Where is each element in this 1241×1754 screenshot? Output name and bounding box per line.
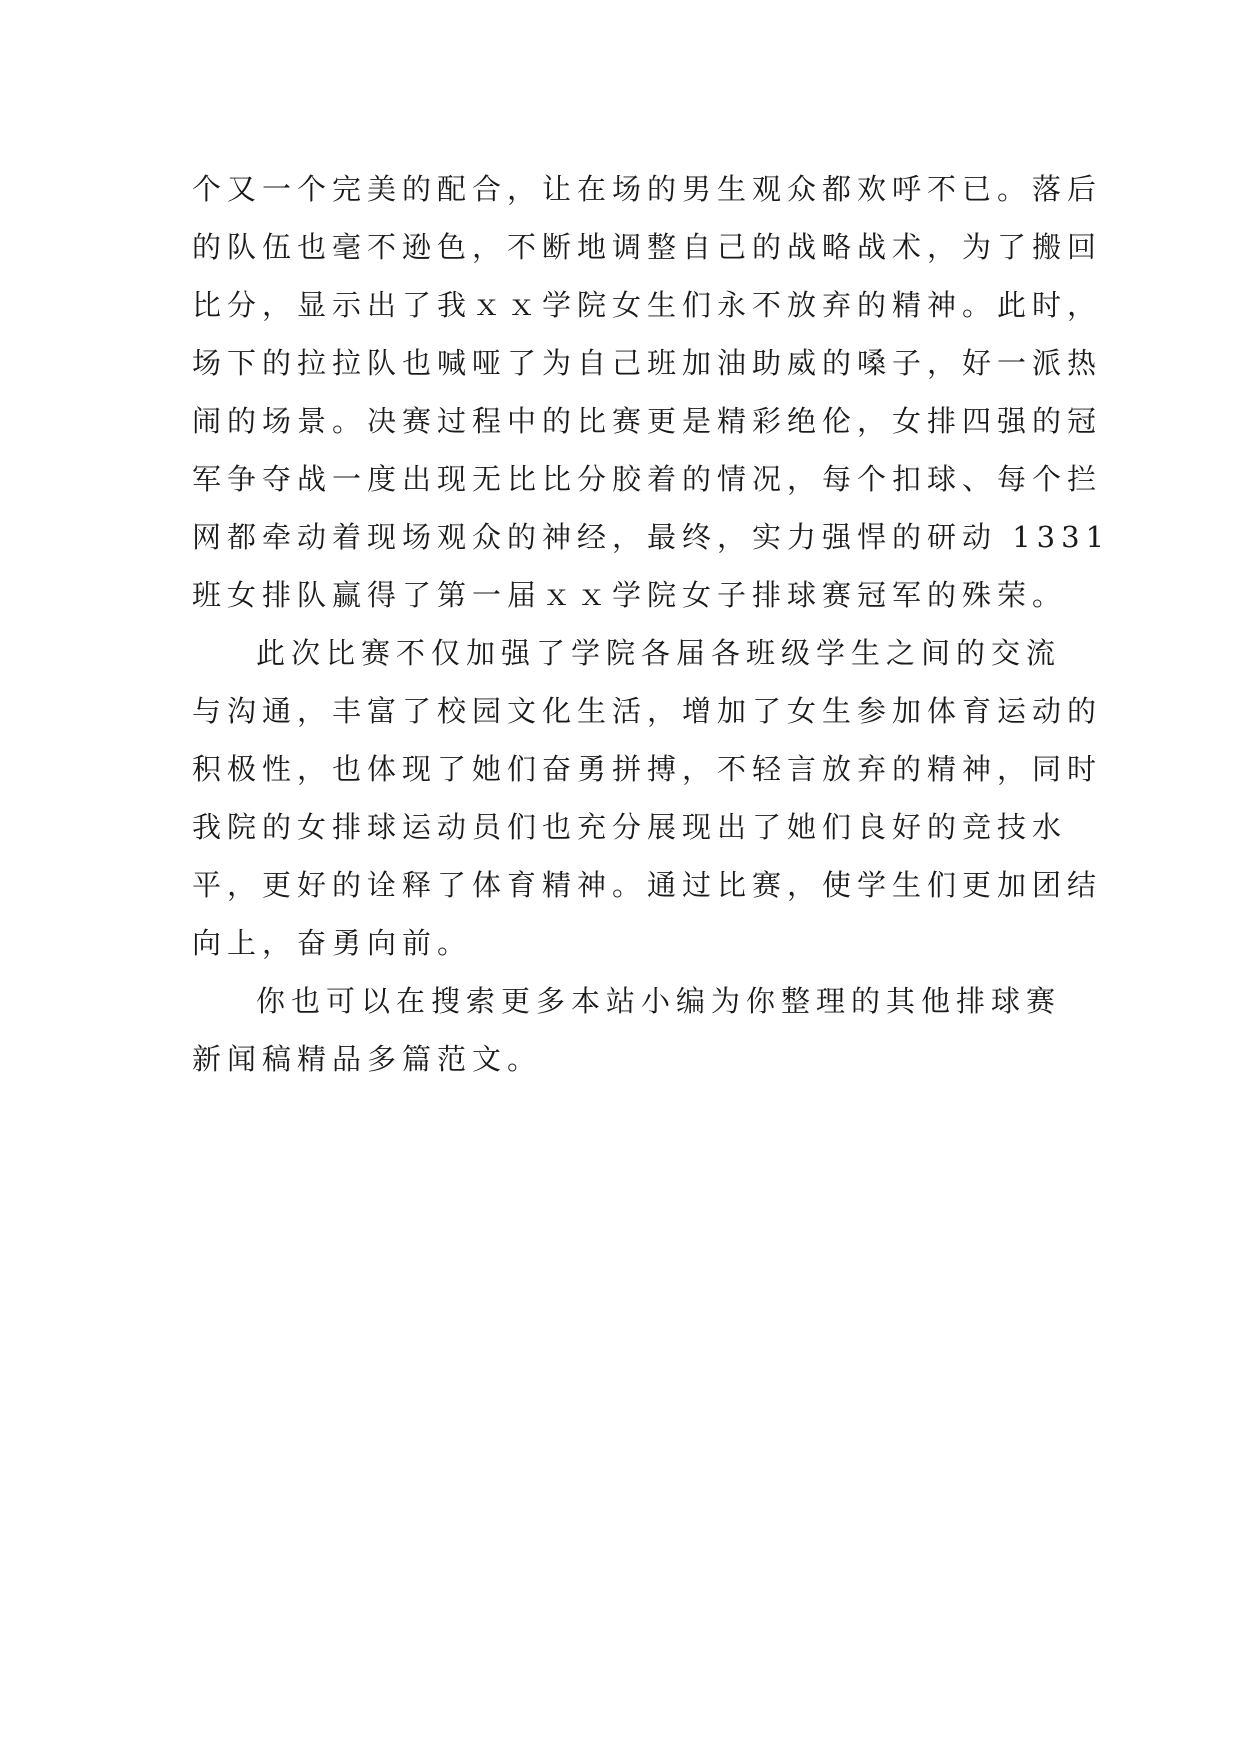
text-line: 你也可以在搜索更多本站小编为你整理的其他排球赛: [256, 984, 1062, 1018]
text-line: 比分，显示出了我ｘｘ学院女生们永不放弃的精神。此时，: [192, 288, 1103, 322]
text-line: 闹的场景。决赛过程中的比赛更是精彩绝伦，女排四强的冠: [192, 404, 1103, 438]
text-line: 新闻稿精品多篇范文。: [192, 1042, 543, 1076]
text-line: 与沟通，丰富了校园文化生活，增加了女生参加体育运动的: [192, 694, 1103, 728]
text-line: 我院的女排球运动员们也充分展现出了她们良好的竞技水: [192, 810, 1068, 844]
text-line: 网都牵动着现场观众的神经，最终，实力强悍的研动 1331: [192, 520, 1111, 554]
text-line: 场下的拉拉队也喊哑了为自己班加油助威的嗓子，好一派热: [192, 346, 1103, 380]
text-line: 的队伍也毫不逊色，不断地调整自己的战略战术，为了搬回: [192, 230, 1103, 264]
document-body: [192, 160, 1111, 1088]
paragraph-1: [192, 160, 1111, 624]
text-line: 军争夺战一度出现无比比分胶着的情况，每个扣球、每个拦: [192, 462, 1103, 496]
text-line: 此次比赛不仅加强了学院各届各班级学生之间的交流: [256, 636, 1062, 670]
text-line: 班女排队赢得了第一届ｘｘ学院女子排球赛冠军的殊荣。: [192, 578, 1068, 612]
text-line: 平，更好的诠释了体育精神。通过比赛，使学生们更加团结: [192, 868, 1103, 902]
text-line: 积极性，也体现了她们奋勇拼搏，不轻言放弃的精神，同时: [192, 752, 1103, 786]
paragraph-2: [192, 624, 1103, 972]
paragraph-3: [192, 972, 1062, 1088]
text-line: 向上，奋勇向前。: [192, 926, 473, 960]
text-line: 个又一个完美的配合，让在场的男生观众都欢呼不已。落后: [192, 172, 1103, 206]
